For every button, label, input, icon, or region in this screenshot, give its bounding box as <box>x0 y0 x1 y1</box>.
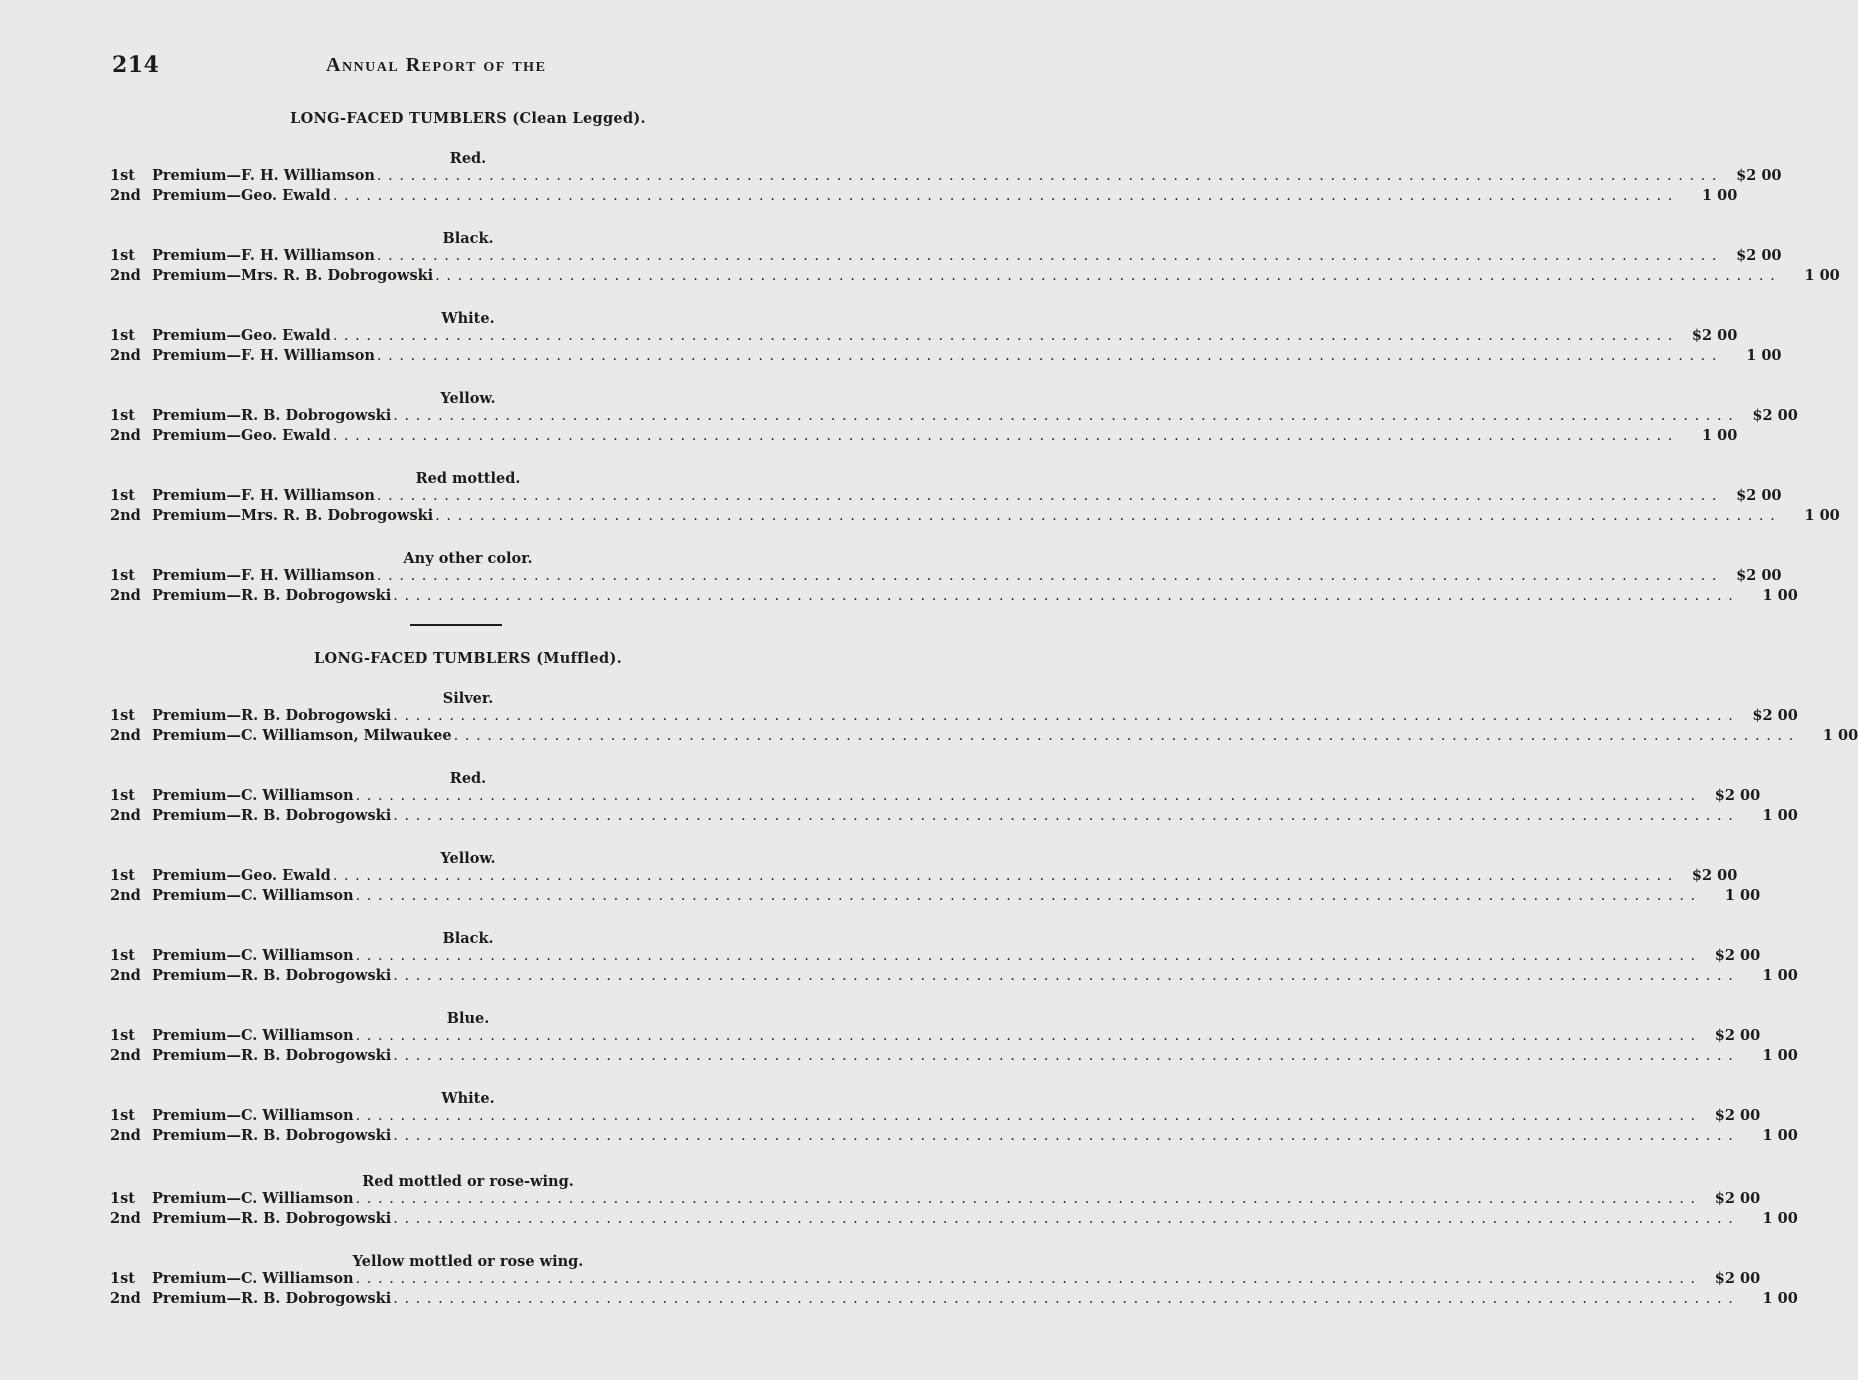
premium-amount: 1 00 <box>1701 427 1738 444</box>
category-heading: Yellow. <box>440 850 496 867</box>
section-title: LONG-FACED TUMBLERS (Muffled). <box>314 650 622 667</box>
premium-label: Premium <box>152 487 227 504</box>
premium-rank: 2nd <box>110 727 141 744</box>
winner-name: R. B. Dobrogowski <box>241 1047 392 1064</box>
category-heading: Black. <box>442 230 494 247</box>
premium-entry <box>110 1289 1798 1309</box>
premium-amount: 1 00 <box>1762 1290 1798 1307</box>
premium-label: Premium <box>152 567 227 584</box>
category-heading: Red. <box>449 150 487 167</box>
premium-rank: 2nd <box>110 267 141 284</box>
premium-label: Premium <box>152 967 227 984</box>
premium-rank: 1st <box>110 487 135 504</box>
premium-amount: 1 00 <box>1762 1127 1798 1144</box>
winner-name: C. Williamson <box>241 1270 354 1287</box>
dot-leader: . . . . . . . . . . . . . . . . . . . . . . . . . . . . . . . . . . . . . . . . . . . . . . . . . . . . . . . . . . . . . . . . . . . . . . . . . . . . . . . . . . . . . . . . . . . . . . . . . . . . . . . . . . . . . . . . . . . . . . . . <box>332 428 1674 444</box>
dot-leader: . . . . . . . . . . . . . . . . . . . . . . . . . . . . . . . . . . . . . . . . . . . . . . . . . . . . . . . . . . . . . . . . . . . . . . . . . . . . . . . . . . . . . . . . . . . . . . . . . . . . . . . . . . . . . . . . . . . . . . . . <box>393 708 1734 724</box>
winner-name: C. Williamson <box>241 947 354 964</box>
premium-rank: 1st <box>110 247 135 264</box>
winner-name: C. Williamson <box>241 1190 354 1207</box>
em-dash: — <box>226 1027 242 1044</box>
premium-amount: 1 00 <box>1762 967 1798 984</box>
premium-label: Premium <box>152 1210 227 1227</box>
premium-amount: $2 00 <box>1714 1027 1761 1044</box>
dot-leader: . . . . . . . . . . . . . . . . . . . . . . . . . . . . . . . . . . . . . . . . . . . . . . . . . . . . . . . . . . . . . . . . . . . . . . . . . . . . . . . . . . . . . . . . . . . . . . . . . . . . . . . . . . . . . . . . . . . . . . . . <box>393 1048 1734 1064</box>
dot-leader: . . . . . . . . . . . . . . . . . . . . . . . . . . . . . . . . . . . . . . . . . . . . . . . . . . . . . . . . . . . . . . . . . . . . . . . . . . . . . . . . . . . . . . . . . . . . . . . . . . . . . . . . . . . . . . . . . . . . . . . . <box>376 488 1718 504</box>
premium-rank: 2nd <box>110 187 141 204</box>
page-number: 214 <box>112 52 160 78</box>
premium-label: Premium <box>152 267 227 284</box>
page-header <box>112 52 832 82</box>
winner-name: F. H. Williamson <box>241 247 375 264</box>
premium-entry <box>110 946 1761 966</box>
premium-label: Premium <box>152 1190 227 1207</box>
em-dash: — <box>226 1107 242 1124</box>
dot-leader: . . . . . . . . . . . . . . . . . . . . . . . . . . . . . . . . . . . . . . . . . . . . . . . . . . . . . . . . . . . . . . . . . . . . . . . . . . . . . . . . . . . . . . . . . . . . . . . . . . . . . . . . . . . . . . . . . . . . . . . . <box>393 408 1734 424</box>
winner-name: R. B. Dobrogowski <box>241 587 392 604</box>
em-dash: — <box>226 1127 242 1144</box>
premium-label: Premium <box>152 727 227 744</box>
premium-amount: 1 00 <box>1724 887 1761 904</box>
premium-rank: 1st <box>110 1190 135 1207</box>
premium-rank: 2nd <box>110 807 141 824</box>
em-dash: — <box>226 507 242 524</box>
premium-rank: 1st <box>110 947 135 964</box>
premium-rank: 1st <box>110 407 135 424</box>
premium-amount: 1 00 <box>1804 267 1840 284</box>
em-dash: — <box>226 347 242 364</box>
em-dash: — <box>226 487 242 504</box>
premium-label: Premium <box>152 167 227 184</box>
dot-leader: . . . . . . . . . . . . . . . . . . . . . . . . . . . . . . . . . . . . . . . . . . . . . . . . . . . . . . . . . . . . . . . . . . . . . . . . . . . . . . . . . . . . . . . . . . . . . . . . . . . . . . . . . . . . . . . . . . . . . . . . <box>435 508 1776 524</box>
dot-leader: . . . . . . . . . . . . . . . . . . . . . . . . . . . . . . . . . . . . . . . . . . . . . . . . . . . . . . . . . . . . . . . . . . . . . . . . . . . . . . . . . . . . . . . . . . . . . . . . . . . . . . . . . . . . . . . . . . . . . . . . <box>355 788 1697 804</box>
winner-name: R. B. Dobrogowski <box>241 707 392 724</box>
winner-name: R. B. Dobrogowski <box>241 407 392 424</box>
em-dash: — <box>226 587 242 604</box>
winner-name: R. B. Dobrogowski <box>241 807 392 824</box>
premium-rank: 1st <box>110 1270 135 1287</box>
em-dash: — <box>226 727 242 744</box>
premium-rank: 1st <box>110 167 135 184</box>
premium-entry <box>110 1126 1798 1146</box>
dot-leader: . . . . . . . . . . . . . . . . . . . . . . . . . . . . . . . . . . . . . . . . . . . . . . . . . . . . . . . . . . . . . . . . . . . . . . . . . . . . . . . . . . . . . . . . . . . . . . . . . . . . . . . . . . . . . . . . . . . . . . . . <box>393 1128 1734 1144</box>
premium-amount: $2 00 <box>1714 1107 1761 1124</box>
premium-rank: 1st <box>110 707 135 724</box>
premium-rank: 1st <box>110 327 135 344</box>
premium-rank: 2nd <box>110 967 141 984</box>
premium-rank: 2nd <box>110 1127 141 1144</box>
winner-name: F. H. Williamson <box>241 487 375 504</box>
em-dash: — <box>226 947 242 964</box>
winner-name: F. H. Williamson <box>241 347 375 364</box>
premium-amount: $2 00 <box>1736 487 1782 504</box>
dot-leader: . . . . . . . . . . . . . . . . . . . . . . . . . . . . . . . . . . . . . . . . . . . . . . . . . . . . . . . . . . . . . . . . . . . . . . . . . . . . . . . . . . . . . . . . . . . . . . . . . . . . . . . . . . . . . . . . . . . . . . . . <box>332 188 1674 204</box>
premium-amount: $2 00 <box>1752 707 1798 724</box>
premium-label: Premium <box>152 807 227 824</box>
category-heading: Red mottled or rose-wing. <box>362 1173 574 1190</box>
category-heading: Black. <box>442 930 494 947</box>
em-dash: — <box>226 867 242 884</box>
premium-entry <box>110 326 1738 346</box>
premium-label: Premium <box>152 347 227 364</box>
winner-name: Geo. Ewald <box>241 327 331 344</box>
premium-entry <box>110 186 1738 206</box>
premium-amount: $2 00 <box>1691 327 1738 344</box>
premium-rank: 2nd <box>110 427 141 444</box>
premium-amount: $2 00 <box>1736 247 1782 264</box>
premium-label: Premium <box>152 1027 227 1044</box>
dot-leader: . . . . . . . . . . . . . . . . . . . . . . . . . . . . . . . . . . . . . . . . . . . . . . . . . . . . . . . . . . . . . . . . . . . . . . . . . . . . . . . . . . . . . . . . . . . . . . . . . . . . . . . . . . . . . . . . . . . . . . . . <box>332 328 1674 344</box>
winner-name: R. B. Dobrogowski <box>241 1290 392 1307</box>
winner-name: C. Williamson <box>241 787 354 804</box>
premium-amount: $2 00 <box>1691 867 1738 884</box>
premium-amount: 1 00 <box>1746 347 1782 364</box>
em-dash: — <box>226 787 242 804</box>
em-dash: — <box>226 267 242 284</box>
premium-label: Premium <box>152 707 227 724</box>
premium-label: Premium <box>152 787 227 804</box>
premium-entry <box>110 1209 1798 1229</box>
premium-rank: 2nd <box>110 587 141 604</box>
em-dash: — <box>226 1270 242 1287</box>
premium-label: Premium <box>152 587 227 604</box>
dot-leader: . . . . . . . . . . . . . . . . . . . . . . . . . . . . . . . . . . . . . . . . . . . . . . . . . . . . . . . . . . . . . . . . . . . . . . . . . . . . . . . . . . . . . . . . . . . . . . . . . . . . . . . . . . . . . . . . . . . . . . . . <box>355 1271 1697 1287</box>
category-heading: Silver. <box>442 690 494 707</box>
premium-label: Premium <box>152 407 227 424</box>
premium-amount: $2 00 <box>1714 1270 1761 1287</box>
em-dash: — <box>226 1210 242 1227</box>
premium-entry <box>110 566 1782 586</box>
premium-rank: 1st <box>110 787 135 804</box>
premium-entry <box>110 1269 1761 1289</box>
premium-entry <box>110 586 1798 606</box>
category-heading: Blue. <box>446 1010 490 1027</box>
dot-leader: . . . . . . . . . . . . . . . . . . . . . . . . . . . . . . . . . . . . . . . . . . . . . . . . . . . . . . . . . . . . . . . . . . . . . . . . . . . . . . . . . . . . . . . . . . . . . . . . . . . . . . . . . . . . . . . . . . . . . . . . <box>376 168 1718 184</box>
winner-name: C. Williamson, Milwaukee <box>241 727 452 744</box>
premium-rank: 2nd <box>110 887 141 904</box>
dot-leader: . . . . . . . . . . . . . . . . . . . . . . . . . . . . . . . . . . . . . . . . . . . . . . . . . . . . . . . . . . . . . . . . . . . . . . . . . . . . . . . . . . . . . . . . . . . . . . . . . . . . . . . . . . . . . . . . . . . . . . . . <box>355 1028 1697 1044</box>
premium-rank: 2nd <box>110 507 141 524</box>
winner-name: C. Williamson <box>241 887 354 904</box>
premium-amount: $2 00 <box>1736 567 1782 584</box>
category-heading: Red. <box>449 770 487 787</box>
premium-entry <box>110 866 1738 886</box>
premium-amount: 1 00 <box>1701 187 1738 204</box>
dot-leader: . . . . . . . . . . . . . . . . . . . . . . . . . . . . . . . . . . . . . . . . . . . . . . . . . . . . . . . . . . . . . . . . . . . . . . . . . . . . . . . . . . . . . . . . . . . . . . . . . . . . . . . . . . . . . . . . . . . . . . . . <box>393 588 1734 604</box>
em-dash: — <box>226 247 242 264</box>
dot-leader: . . . . . . . . . . . . . . . . . . . . . . . . . . . . . . . . . . . . . . . . . . . . . . . . . . . . . . . . . . . . . . . . . . . . . . . . . . . . . . . . . . . . . . . . . . . . . . . . . . . . . . . . . . . . . . . . . . . . . . . . <box>393 1211 1734 1227</box>
winner-name: F. H. Williamson <box>241 167 375 184</box>
category-heading: Red mottled. <box>415 470 521 487</box>
winner-name: R. B. Dobrogowski <box>241 1127 392 1144</box>
premium-entry <box>110 1106 1761 1126</box>
winner-name: Geo. Ewald <box>241 187 331 204</box>
premium-label: Premium <box>152 1047 227 1064</box>
dot-leader: . . . . . . . . . . . . . . . . . . . . . . . . . . . . . . . . . . . . . . . . . . . . . . . . . . . . . . . . . . . . . . . . . . . . . . . . . . . . . . . . . . . . . . . . . . . . . . . . . . . . . . . . . . . . . . . . . . . . . . . . <box>355 948 1697 964</box>
category-heading: White. <box>441 1090 495 1107</box>
em-dash: — <box>226 567 242 584</box>
dot-leader: . . . . . . . . . . . . . . . . . . . . . . . . . . . . . . . . . . . . . . . . . . . . . . . . . . . . . . . . . . . . . . . . . . . . . . . . . . . . . . . . . . . . . . . . . . . . . . . . . . . . . . . . . . . . . . . . . . . . . . . . <box>355 888 1697 904</box>
winner-name: R. B. Dobrogowski <box>241 967 392 984</box>
category-heading: Yellow. <box>440 390 496 407</box>
em-dash: — <box>226 427 242 444</box>
premium-amount: 1 00 <box>1762 1047 1798 1064</box>
em-dash: — <box>226 167 242 184</box>
premium-rank: 1st <box>110 567 135 584</box>
dot-leader: . . . . . . . . . . . . . . . . . . . . . . . . . . . . . . . . . . . . . . . . . . . . . . . . . . . . . . . . . . . . . . . . . . . . . . . . . . . . . . . . . . . . . . . . . . . . . . . . . . . . . . . . . . . . . . . . . . . . . . . . <box>376 248 1718 264</box>
section-title: LONG-FACED TUMBLERS (Clean Legged). <box>290 110 646 127</box>
premium-entry <box>110 166 1782 186</box>
em-dash: — <box>226 967 242 984</box>
winner-name: F. H. Williamson <box>241 567 375 584</box>
premium-rank: 1st <box>110 1027 135 1044</box>
premium-entry <box>110 406 1798 426</box>
category-heading: White. <box>441 310 495 327</box>
premium-rank: 2nd <box>110 1210 141 1227</box>
premium-rank: 2nd <box>110 347 141 364</box>
premium-amount: $2 00 <box>1736 167 1782 184</box>
em-dash: — <box>226 1190 242 1207</box>
premium-amount: $2 00 <box>1714 947 1761 964</box>
premium-entry <box>110 726 1858 746</box>
premium-label: Premium <box>152 247 227 264</box>
premium-label: Premium <box>152 867 227 884</box>
dot-leader: . . . . . . . . . . . . . . . . . . . . . . . . . . . . . . . . . . . . . . . . . . . . . . . . . . . . . . . . . . . . . . . . . . . . . . . . . . . . . . . . . . . . . . . . . . . . . . . . . . . . . . . . . . . . . . . . . . . . . . . . <box>393 968 1734 984</box>
dot-leader: . . . . . . . . . . . . . . . . . . . . . . . . . . . . . . . . . . . . . . . . . . . . . . . . . . . . . . . . . . . . . . . . . . . . . . . . . . . . . . . . . . . . . . . . . . . . . . . . . . . . . . . . . . . . . . . . . . . . . . . . <box>393 1291 1734 1307</box>
premium-label: Premium <box>152 1290 227 1307</box>
dot-leader: . . . . . . . . . . . . . . . . . . . . . . . . . . . . . . . . . . . . . . . . . . . . . . . . . . . . . . . . . . . . . . . . . . . . . . . . . . . . . . . . . . . . . . . . . . . . . . . . . . . . . . . . . . . . . . . . . . . . . . . . <box>435 268 1776 284</box>
dot-leader: . . . . . . . . . . . . . . . . . . . . . . . . . . . . . . . . . . . . . . . . . . . . . . . . . . . . . . . . . . . . . . . . . . . . . . . . . . . . . . . . . . . . . . . . . . . . . . . . . . . . . . . . . . . . . . . . . . . . . . . . <box>376 348 1718 364</box>
premium-label: Premium <box>152 427 227 444</box>
premium-amount: $2 00 <box>1714 1190 1761 1207</box>
winner-name: Mrs. R. B. Dobrogowski <box>241 507 434 524</box>
premium-amount: $2 00 <box>1752 407 1798 424</box>
winner-name: Geo. Ewald <box>241 427 331 444</box>
running-head: Annual Report of the <box>326 54 547 76</box>
em-dash: — <box>226 1047 242 1064</box>
premium-entry <box>110 426 1738 446</box>
premium-entry <box>110 806 1798 826</box>
premium-entry <box>110 1046 1798 1066</box>
premium-label: Premium <box>152 1270 227 1287</box>
em-dash: — <box>226 327 242 344</box>
winner-name: Mrs. R. B. Dobrogowski <box>241 267 434 284</box>
premium-label: Premium <box>152 327 227 344</box>
premium-entry <box>110 1026 1761 1046</box>
em-dash: — <box>226 807 242 824</box>
premium-entry <box>110 786 1761 806</box>
premium-entry <box>110 506 1840 526</box>
em-dash: — <box>226 1290 242 1307</box>
dot-leader: . . . . . . . . . . . . . . . . . . . . . . . . . . . . . . . . . . . . . . . . . . . . . . . . . . . . . . . . . . . . . . . . . . . . . . . . . . . . . . . . . . . . . . . . . . . . . . . . . . . . . . . . . . . . . . . . . . . . . . . . <box>393 808 1734 824</box>
premium-entry <box>110 1189 1761 1209</box>
premium-entry <box>110 486 1782 506</box>
premium-entry <box>110 346 1782 366</box>
em-dash: — <box>226 187 242 204</box>
dot-leader: . . . . . . . . . . . . . . . . . . . . . . . . . . . . . . . . . . . . . . . . . . . . . . . . . . . . . . . . . . . . . . . . . . . . . . . . . . . . . . . . . . . . . . . . . . . . . . . . . . . . . . . . . . . . . . . . . . . . . . . . <box>355 1191 1697 1207</box>
premium-entry <box>110 966 1798 986</box>
premium-amount: 1 00 <box>1762 807 1798 824</box>
em-dash: — <box>226 707 242 724</box>
premium-amount: 1 00 <box>1762 1210 1798 1227</box>
premium-amount: 1 00 <box>1804 507 1840 524</box>
premium-label: Premium <box>152 187 227 204</box>
em-dash: — <box>226 407 242 424</box>
premium-rank: 1st <box>110 867 135 884</box>
premium-label: Premium <box>152 887 227 904</box>
premium-label: Premium <box>152 507 227 524</box>
winner-name: Geo. Ewald <box>241 867 331 884</box>
premium-entry <box>110 706 1798 726</box>
section-divider-rule <box>410 624 502 626</box>
premium-amount: 1 00 <box>1762 587 1798 604</box>
premium-rank: 1st <box>110 1107 135 1124</box>
winner-name: R. B. Dobrogowski <box>241 1210 392 1227</box>
category-heading: Yellow mottled or rose wing. <box>352 1253 584 1270</box>
premium-label: Premium <box>152 947 227 964</box>
dot-leader: . . . . . . . . . . . . . . . . . . . . . . . . . . . . . . . . . . . . . . . . . . . . . . . . . . . . . . . . . . . . . . . . . . . . . . . . . . . . . . . . . . . . . . . . . . . . . . . . . . . . . . . . . . . . . . . . . . . . . . . . <box>453 728 1795 744</box>
premium-entry <box>110 246 1782 266</box>
em-dash: — <box>226 887 242 904</box>
winner-name: C. Williamson <box>241 1027 354 1044</box>
premium-amount: $2 00 <box>1714 787 1761 804</box>
dot-leader: . . . . . . . . . . . . . . . . . . . . . . . . . . . . . . . . . . . . . . . . . . . . . . . . . . . . . . . . . . . . . . . . . . . . . . . . . . . . . . . . . . . . . . . . . . . . . . . . . . . . . . . . . . . . . . . . . . . . . . . . <box>355 1108 1697 1124</box>
premium-entry <box>110 266 1840 286</box>
premium-label: Premium <box>152 1107 227 1124</box>
category-heading: Any other color. <box>403 550 533 567</box>
premium-rank: 2nd <box>110 1290 141 1307</box>
dot-leader: . . . . . . . . . . . . . . . . . . . . . . . . . . . . . . . . . . . . . . . . . . . . . . . . . . . . . . . . . . . . . . . . . . . . . . . . . . . . . . . . . . . . . . . . . . . . . . . . . . . . . . . . . . . . . . . . . . . . . . . . <box>332 868 1674 884</box>
premium-amount: 1 00 <box>1822 727 1858 744</box>
premium-rank: 2nd <box>110 1047 141 1064</box>
premium-entry <box>110 886 1761 906</box>
winner-name: C. Williamson <box>241 1107 354 1124</box>
dot-leader: . . . . . . . . . . . . . . . . . . . . . . . . . . . . . . . . . . . . . . . . . . . . . . . . . . . . . . . . . . . . . . . . . . . . . . . . . . . . . . . . . . . . . . . . . . . . . . . . . . . . . . . . . . . . . . . . . . . . . . . . <box>376 568 1718 584</box>
premium-label: Premium <box>152 1127 227 1144</box>
